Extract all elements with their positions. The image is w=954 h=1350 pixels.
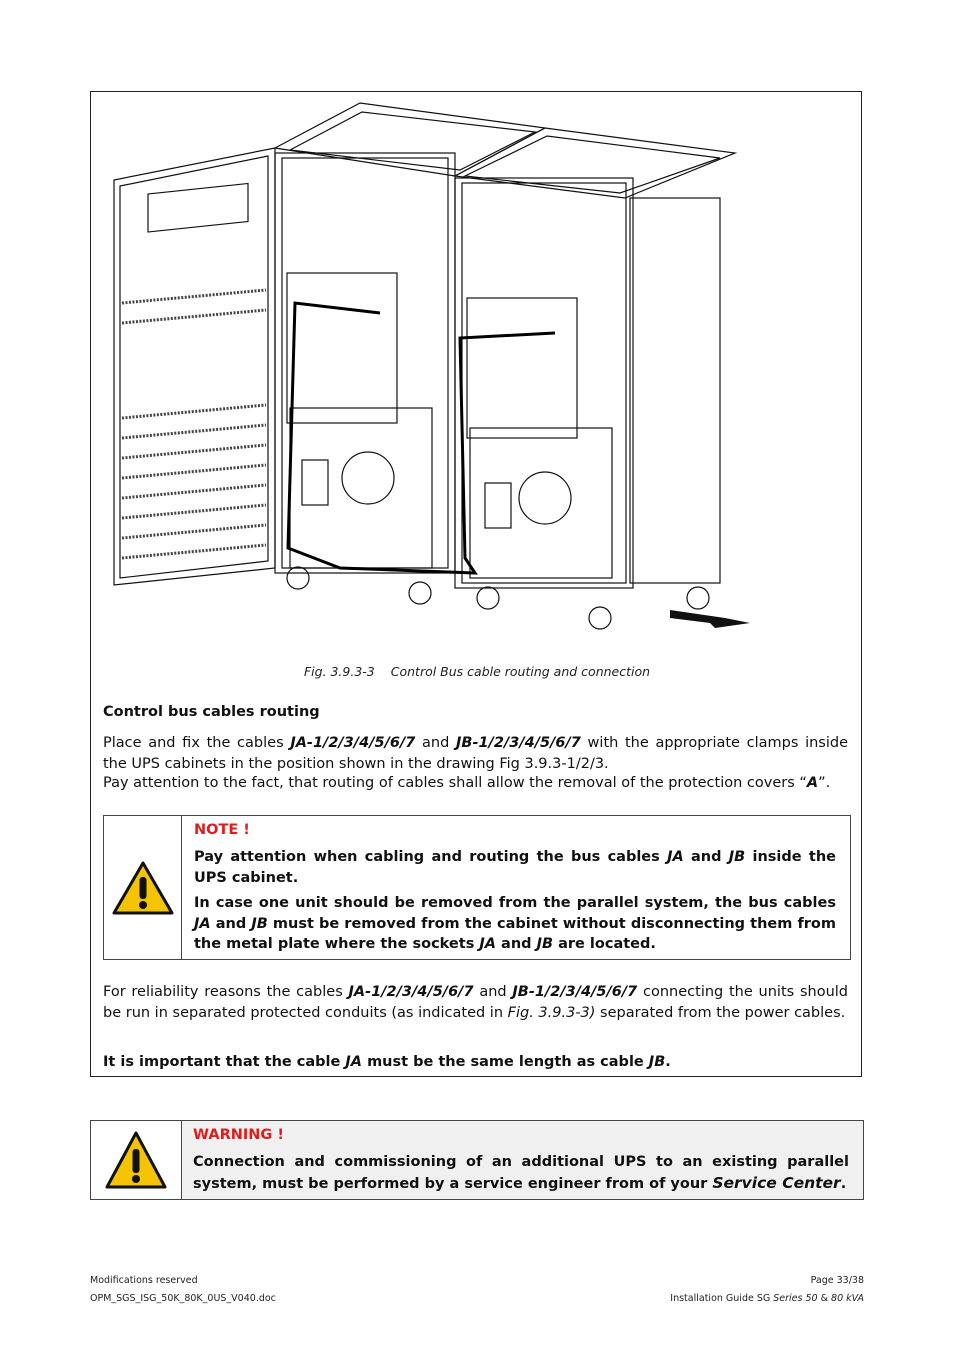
warning-box (90, 1120, 864, 1200)
cable-ja-label: JA-1/2/3/4/5/6/7 (348, 984, 474, 1000)
text: It is important that the cable (103, 1054, 346, 1070)
ja-label: JA (667, 849, 684, 865)
figure-caption (0, 664, 954, 679)
footer-filename: OPM_SGS_ISG_50K_80K_0US_V040.doc (90, 1293, 276, 1304)
text: must be the same length as cable (362, 1054, 649, 1070)
text: ”. (818, 775, 831, 791)
ja-label: JA (479, 936, 496, 952)
text: and (210, 915, 252, 932)
text: Installation Guide SG (670, 1293, 774, 1304)
warning-icon-cell (91, 1121, 182, 1199)
text: and (683, 849, 729, 865)
note-box (103, 815, 851, 960)
cover-a-label: A (806, 775, 819, 791)
text: For reliability reasons the cables (103, 984, 349, 1000)
text: connecting the units should be run in separated protected conduits (as indicated in (103, 984, 849, 1021)
kva-label: 80 kVA (831, 1293, 864, 1304)
text: . (840, 1175, 847, 1192)
text: & (817, 1293, 832, 1304)
warning-triangle-icon (104, 1130, 168, 1190)
text: and (473, 984, 513, 1000)
jb-label: JB (251, 915, 268, 932)
cable-jb-label: JB-1/2/3/4/5/6/7 (456, 735, 581, 751)
jb-label: JB (536, 936, 554, 952)
note-line-2 (194, 893, 836, 955)
text: inside the UPS cabinet. (194, 849, 836, 886)
ja-label: JA (194, 915, 211, 932)
paragraph-same-length (103, 1052, 848, 1073)
service-center-label: Service Center (712, 1173, 841, 1192)
text: . (665, 1054, 671, 1070)
text: In case one unit should be removed from the parallel system, the bus cables (194, 895, 836, 911)
text: Pay attention to the fact, that routing of cables shall allow the removal of the protection covers “ (103, 775, 807, 791)
text: Connection and commissioning of an additional UPS to an existing parallel system, must be performed by a service engineer from of your (193, 1154, 849, 1192)
note-title: NOTE ! (194, 822, 250, 838)
footer-page-number: Page 33/38 (810, 1275, 864, 1286)
text: are located. (553, 936, 656, 952)
paragraph-protection-covers (103, 773, 848, 794)
caption-number: Fig. 3.9.3-3 (303, 664, 375, 679)
text: and (496, 936, 537, 952)
text: Place and fix the cables (103, 735, 291, 751)
figure-reference: Fig. 3.9.3-3) (507, 1004, 596, 1021)
jb-label: JB (728, 849, 746, 865)
warning-text (193, 1152, 849, 1194)
text: Pay attention when cabling and routing the bus cables (194, 849, 668, 865)
ups-cabinets-drawing (110, 98, 750, 643)
footer-document-title (670, 1293, 864, 1304)
warning-title: WARNING ! (193, 1127, 284, 1143)
note-icon-cell (104, 816, 182, 959)
text: with the appropriate clamps inside the UPS cabinets in the position shown in the drawing Fig 3.9.3-1/2/3. (103, 735, 849, 772)
cable-jb-label: JB-1/2/3/4/5/6/7 (512, 984, 638, 1000)
note-line-1 (194, 847, 836, 888)
footer-modifications: Modifications reserved (90, 1275, 198, 1286)
warning-triangle-icon (111, 860, 175, 916)
caption-text: Control Bus cable routing and connection (390, 664, 651, 679)
cable-ja-label: JA-1/2/3/4/5/6/7 (290, 735, 416, 751)
section-heading: Control bus cables routing (103, 704, 320, 720)
text: and (415, 735, 456, 751)
text: separated from the power cables. (595, 1004, 846, 1021)
jb-label: JB (648, 1054, 666, 1070)
ja-label: JA (345, 1054, 363, 1070)
text: must be removed from the cabinet without disconnecting them from the metal plate where the sockets (194, 915, 836, 952)
paragraph-reliability (103, 982, 848, 1023)
series-label: Series 50 (773, 1293, 818, 1304)
paragraph-place-cables (103, 733, 848, 774)
